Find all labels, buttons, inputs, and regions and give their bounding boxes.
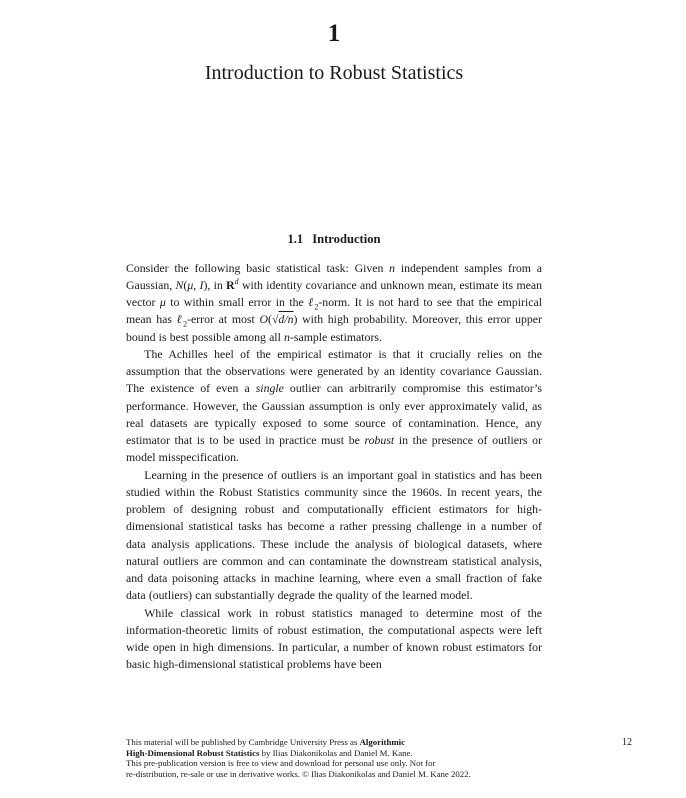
footer-line: High-Dimensional Robust Statistics by Ilias Diakonikolas and Daniel M. Kane.	[126, 747, 413, 758]
footer-line: This material will be published by Cambridge University Press as Algorithmic	[126, 737, 406, 747]
section-number: 1.1	[287, 231, 304, 246]
paragraph: Learning in the presence of outliers is an important goal in statistics and has been studied within the Robust Statistics community since the 1960s. In recent years, the problem of designing robust and computationally efficient estimators for high-dimensional statistical tasks has become a rather pressing challenge in a number of data analysis applications. These include the analysis of biological datasets, where natural outliers are common and can contaminate the downstream statistical analysis, and data poisoning attacks in machine learning, where even a small fraction of fake data (outliers) can substantially degrade the quality of the learned model.	[126, 467, 542, 603]
section-title: Introduction	[312, 231, 381, 246]
chapter-title: Introduction to Robust Statistics	[204, 61, 464, 84]
footer-line: This pre-publication version is free to view and download for personal use only. Not for	[126, 758, 436, 769]
footer-line: re-distribution, re-sale or use in derivative works. © Ilias Diakonikolas and Daniel M. Kane 2022.	[126, 769, 471, 780]
section-heading	[126, 232, 542, 247]
page-content	[126, 0, 542, 674]
body-text	[126, 260, 542, 674]
page-footer	[126, 737, 542, 780]
paragraph: The Achilles heel of the empirical estimator is that it crucially relies on the assumption that the observations were generated by an identity covariance Gaussian. The existence of even a single outlier can arbitrarily compromise this estimator’s performance. However, the Gaussian assumption is only ever approximately valid, as real datasets are typically exposed to some source of contamination. Hence, any estimator that is to be used in practice must be robust in the presence of outliers or model misspecification.	[126, 346, 542, 465]
paragraph: Consider the following basic statistical task: Given n independent samples from a Gaussian, N(μ, I), in $R^d$ with identity covariance and unknown mean, estimate its mean vector μ to within small error in the ℓ$_2$-norm. It is not hard to see that the empirical mean has ℓ$_2$-error at most O(√d/n) with high probability. Moreover, this error upper bound is best possible among all n-sample estimators.	[126, 260, 542, 344]
page-number: 12	[622, 737, 632, 748]
paragraph: While classical work in robust statistics managed to determine most of the information-theoretic limits of robust estimation, the computational aspects were left wide open in high dimensions. In particular, a number of known robust estimators for basic high-dimensional statistical problems have been	[126, 605, 542, 672]
chapter-number: 1	[327, 20, 341, 47]
